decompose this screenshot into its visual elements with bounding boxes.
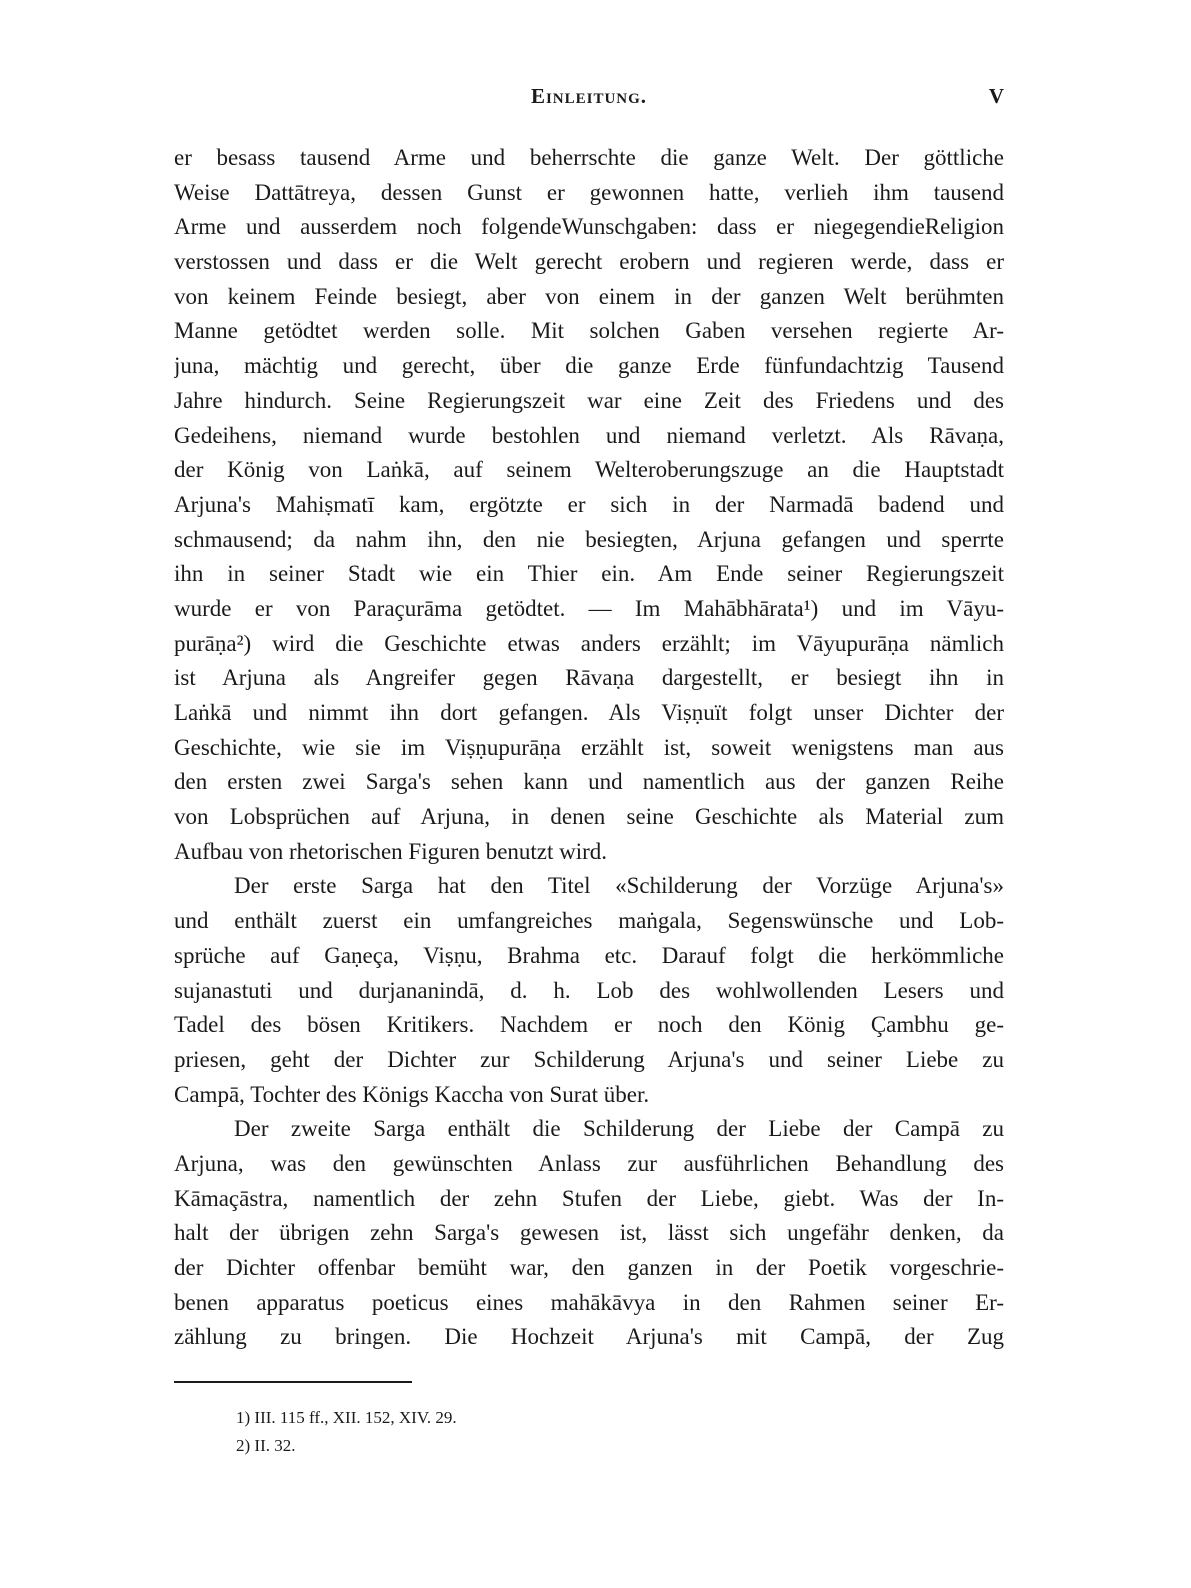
text-line: halt der übrigen zehn Sarga's gewesen ist, lässt sich ungefähr denken, da <box>174 1220 1004 1246</box>
text-line: Weise Dattātreya, dessen Gunst er gewonnen hatte, verlieh ihm tausend <box>174 179 1004 205</box>
text-line: und enthält zuerst ein umfangreiches maṅgala, Segenswünsche und Lob- <box>174 908 1004 934</box>
text-line: priesen, geht der Dichter zur Schilderung Arjuna's und seiner Liebe zu <box>174 1046 1004 1072</box>
text-line: schmausend; da nahm ihn, den nie besiegten, Arjuna gefangen und sperrte <box>174 526 1004 552</box>
text-line: Der zweite Sarga enthält die Schilderung der Liebe der Campā zu <box>234 1116 1004 1142</box>
footnotes <box>236 1404 936 1460</box>
text-line: Der erste Sarga hat den Titel «Schilderung der Vorzüge Arjuna's» <box>234 873 1004 899</box>
page-number: V <box>988 84 1004 108</box>
text-line: Arme und ausserdem noch folgendeWunschgaben: dass er niegegendieReligion <box>174 214 1004 240</box>
text-line: den ersten zwei Sarga's sehen kann und namentlich aus der ganzen Reihe <box>174 769 1004 795</box>
text-line: Laṅkā und nimmt ihn dort gefangen. Als Viṣṇuït folgt unser Dichter der <box>174 700 1004 725</box>
text-line: Aufbau von rhetorischen Figuren benutzt wird. <box>174 838 608 864</box>
text-line: ist Arjuna als Angreifer gegen Rāvaṇa dargestellt, er besiegt ihn in <box>174 665 1004 691</box>
running-head <box>174 84 1004 114</box>
text-line: wurde er von Paraçurāma getödtet. — Im Mahābhārata¹) und im Vāyu- <box>174 595 1004 621</box>
text-line: benen apparatus poeticus eines mahākāvya in den Rahmen seiner Er- <box>174 1289 1004 1315</box>
text-line: sujanastuti und durjananindā, d. h. Lob des wohlwollenden Lesers und <box>174 977 1004 1003</box>
text-line: sprüche auf Gaṇeça, Viṣṇu, Brahma etc. Darauf folgt die herkömmliche <box>174 942 1004 968</box>
text-line: Kāmaçāstra, namentlich der zehn Stufen der Liebe, giebt. Was der In- <box>174 1185 1004 1211</box>
text-line: purāṇa²) wird die Geschichte etwas anders erzählt; im Vāyupurāṇa nämlich <box>174 630 1004 656</box>
body-text <box>174 141 1004 1355</box>
text-line: Tadel des bösen Kritikers. Nachdem er noch den König Çambhu ge- <box>174 1012 1004 1038</box>
text-line: Manne getödtet werden solle. Mit solchen Gaben versehen regierte Ar- <box>174 318 1004 344</box>
text-line: Campā, Tochter des Königs Kaccha von Surat über. <box>174 1081 650 1107</box>
text-line: Geschichte, wie sie im Viṣṇupurāṇa erzählt ist, soweit wenigstens man aus <box>174 734 1004 760</box>
text-line: verstossen und dass er die Welt gerecht erobern und regieren werde, dass er <box>174 249 1004 275</box>
running-title: Einleitung. <box>530 84 648 108</box>
footnote-divider <box>174 1381 412 1383</box>
text-line: zählung zu bringen. Die Hochzeit Arjuna's mit Campā, der Zug <box>174 1324 1004 1350</box>
footnote: 2) II. 32. <box>236 1436 296 1455</box>
text-line: Gedeihens, niemand wurde bestohlen und niemand verletzt. Als Rāvaṇa, <box>174 422 1004 448</box>
text-line: ihn in seiner Stadt wie ein Thier ein. Am Ende seiner Regierungszeit <box>174 561 1004 587</box>
text-line: juna, mächtig und gerecht, über die ganze Erde fünfundachtzig Tausend <box>174 353 1004 379</box>
text-line: von keinem Feinde besiegt, aber von einem in der ganzen Welt berühmten <box>174 283 1004 309</box>
text-line: Arjuna, was den gewünschten Anlass zur ausführlichen Behandlung des <box>174 1150 1004 1176</box>
text-line: Jahre hindurch. Seine Regierungszeit war eine Zeit des Friedens und des <box>174 387 1004 413</box>
text-line: der König von Laṅkā, auf seinem Welteroberungszuge an die Hauptstadt <box>174 457 1004 483</box>
text-line: der Dichter offenbar bemüht war, den ganzen in der Poetik vorgeschrie- <box>174 1255 1004 1280</box>
text-line: von Lobsprüchen auf Arjuna, in denen seine Geschichte als Material zum <box>174 804 1004 830</box>
footnote: 1) III. 115 ff., XII. 152, XIV. 29. <box>236 1408 457 1427</box>
text-line: Arjuna's Mahiṣmatī kam, ergötzte er sich in der Narmadā badend und <box>174 491 1004 517</box>
text-line: er besass tausend Arme und beherrschte die ganze Welt. Der göttliche <box>174 145 1004 170</box>
